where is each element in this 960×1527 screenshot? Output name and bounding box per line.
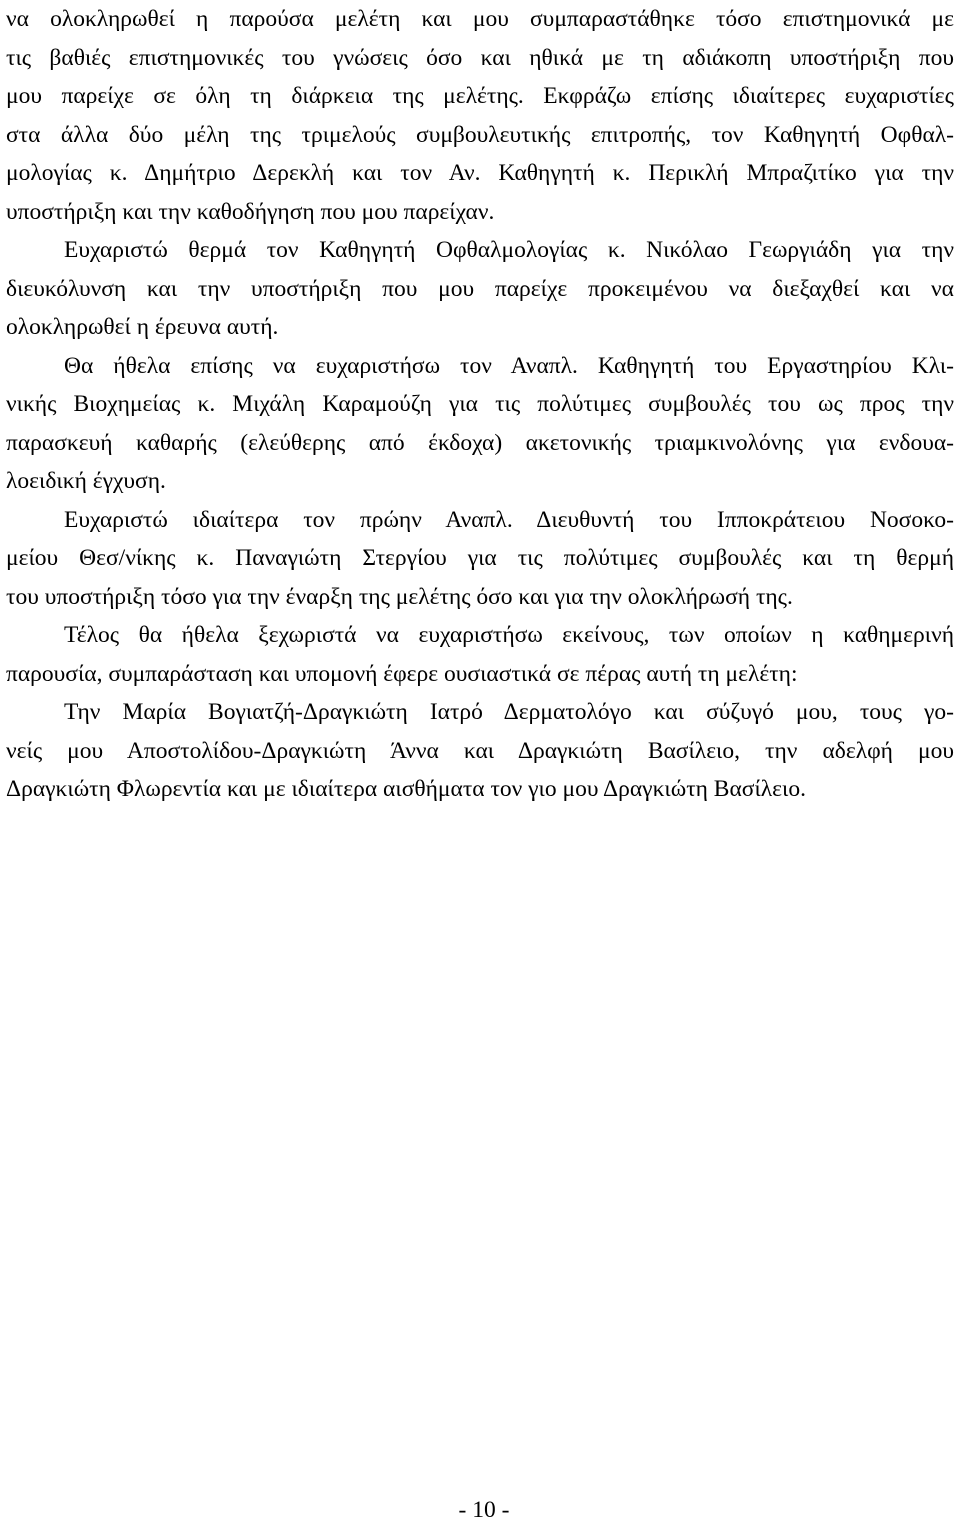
paragraph-family-names: [6, 693, 954, 809]
text-line: Δραγκιώτη Φλωρεντία και με ιδιαίτερα αισθήματα τον γιο μου Δραγκιώτη Βασίλειο.: [6, 776, 806, 802]
paragraph-georgiadis-thanks: [6, 231, 954, 347]
text-line: παρασκευή καθαρής (ελεύθερης από έκδοχα) ακετονικής τριαμκινολόνης για ενδουα-: [6, 429, 954, 456]
text-line: Ευχαριστώ ιδιαίτερα τον πρώην Αναπλ. Διευθυντή του Ιπποκράτειου Νοσοκο-: [64, 506, 954, 533]
text-line: μολογίας κ. Δημήτριο Δερεκλή και τον Αν. Καθηγητή κ. Περικλή Μπραζιτίκο για την: [6, 160, 954, 186]
text-line: νικής Βιοχημείας κ. Μιχάλη Καραμούζη για τις πολύτιμες συμβουλές του ως προς την: [6, 391, 954, 417]
paragraph-family-intro: [6, 616, 954, 693]
page-number: - 10 -: [458, 1497, 510, 1523]
text-line: μείου Θεσ/νίκης κ. Παναγιώτη Στεργίου για τις πολύτιμες συμβουλές και τη θερμή: [6, 545, 954, 571]
text-line: παρουσία, συμπαράσταση και υπομονή έφερε ουσιαστικά σε πέρας αυτή τη μελέτη:: [6, 660, 798, 687]
text-line: τις βαθιές επιστημονικές του γνώσεις όσο και ηθικά με τη αδιάκοπη υποστήριξη που: [6, 44, 954, 71]
paragraph-karamouzis-thanks: [6, 347, 954, 501]
text-line: υποστήριξη και την καθοδήγηση που μου παρείχαν.: [6, 198, 495, 225]
text-line: Την Μαρία Βογιατζή-Δραγκιώτη Ιατρό Δερματολόγο και σύζυγό μου, τους γο-: [64, 699, 954, 725]
text-line: του υποστήριξη τόσο για την έναρξη της μελέτης όσο και για την ολοκλήρωσή της.: [6, 583, 793, 610]
text-line: να ολοκληρωθεί η παρούσα μελέτη και μου συμπαραστάθηκε τόσο επιστημονικά με: [6, 6, 954, 32]
text-line: μου παρείχε σε όλη τη διάρκεια της μελέτης. Εκφράζω επίσης ιδιαίτερες ευχαριστίες: [6, 83, 954, 109]
paragraph-stergiou-thanks: [6, 501, 954, 617]
text-line: Τέλος θα ήθελα ξεχωριστά να ευχαριστήσω εκείνους, των οποίων η καθημερινή: [64, 622, 954, 648]
paragraph-advisor-thanks: [6, 0, 954, 231]
text-line: λοειδική έγχυση.: [6, 468, 166, 494]
text-line: Θα ήθελα επίσης να ευχαριστήσω τον Αναπλ. Καθηγητή του Εργαστηρίου Κλι-: [64, 352, 954, 379]
text-line: στα άλλα δύο μέλη της τριμελούς συμβουλευτικής επιτροπής, τον Καθηγητή Οφθαλ-: [6, 121, 954, 148]
document-page: [6, 0, 954, 809]
text-line: Ευχαριστώ θερμά τον Καθηγητή Οφθαλμολογίας κ. Νικόλαο Γεωργιάδη για την: [64, 237, 954, 263]
text-line: νείς μου Αποστολίδου-Δραγκιώτη Άννα και Δραγκιώτη Βασίλειο, την αδελφή μου: [6, 737, 954, 764]
text-line: διευκόλυνση και την υποστήριξη που μου παρείχε προκειμένου να διεξαχθεί και να: [6, 275, 954, 302]
text-line: ολοκληρωθεί η έρευνα αυτή.: [6, 314, 279, 340]
